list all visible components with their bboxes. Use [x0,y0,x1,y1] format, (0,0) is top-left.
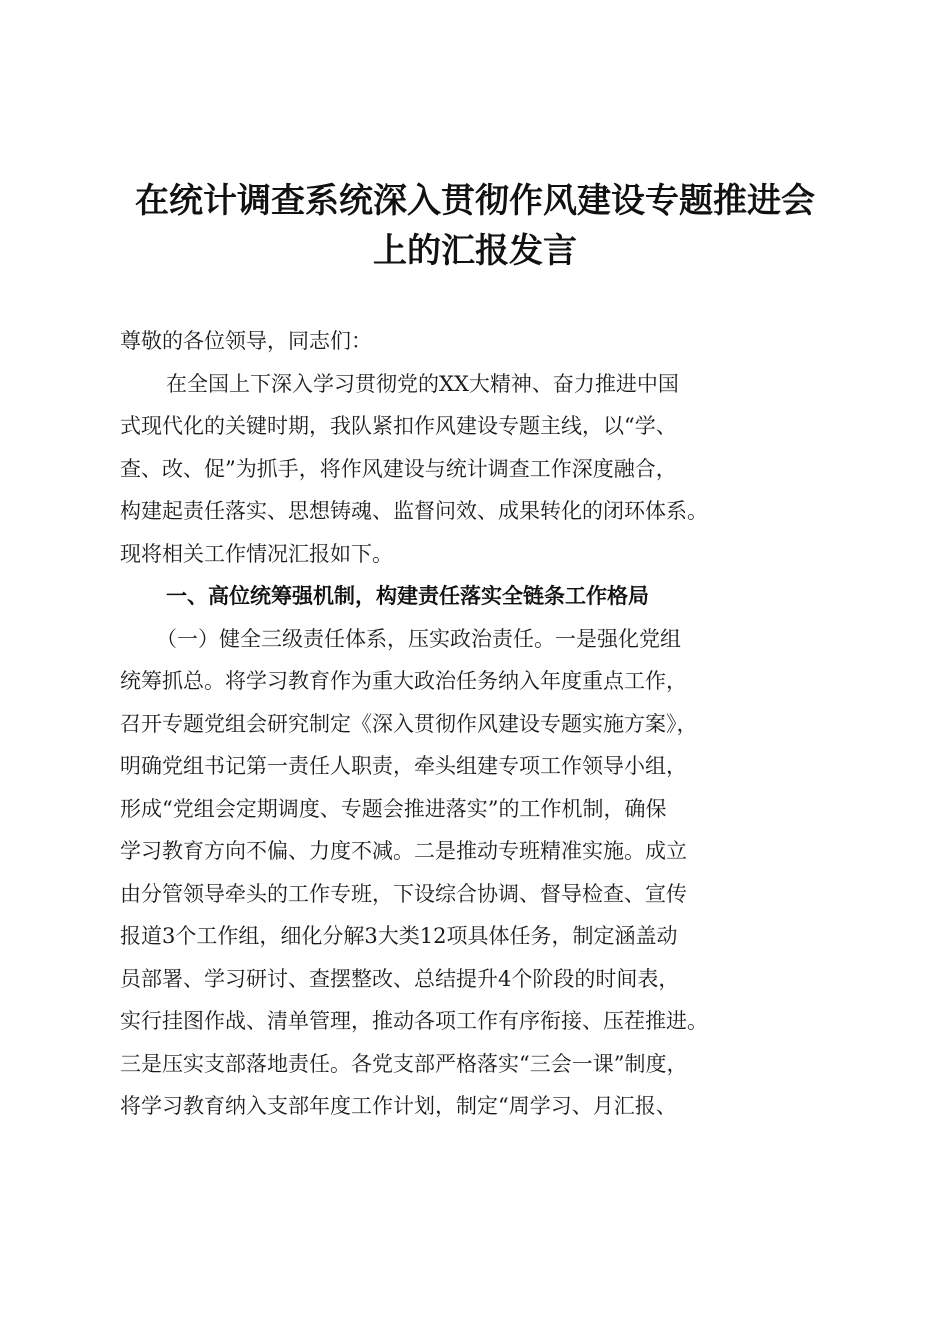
paragraph-line: （一）健全三级责任体系，压实政治责任。一是强化党组 [156,626,681,651]
paragraph-line: 实行挂图作战、清单管理，推动各项工作有序衔接、压茬推进。 [120,1009,708,1033]
paragraph-line: 式现代化的关键时期，我队紧扣作风建设专题主线，以“学、 [120,414,677,438]
title-line-2: 上的汇报发言 [373,231,577,271]
paragraph-line: 明确党组书记第一责任人职责，牵头组建专项工作领导小组， [120,754,687,778]
salutation: 尊敬的各位领导，同志们： [120,329,372,353]
paragraph-line: 召开专题党组会研究制定《深入贯彻作风建设专题实施方案》， [120,711,698,736]
paragraph-line: 由分管领导牵头的工作专班，下设综合协调、督导检查、宣传 [120,881,687,906]
paragraph-line: 将学习教育纳入支部年度工作计划，制定“周学习、月汇报、 [120,1094,677,1118]
title-line-1: 在统计调查系统深入贯彻作风建设专题推进会 [135,181,815,221]
section-heading: 一、高位统筹强机制，构建责任落实全链条工作格局 [166,584,649,608]
paragraph-line: 形成“党组会定期调度、专题会推进落实”的工作机制，确保 [120,796,667,821]
paragraph-line: 现将相关工作情况汇报如下。 [120,541,393,566]
document-title [110,176,840,276]
paragraph-line: 统筹抓总。将学习教育作为重大政治任务纳入年度重点工作， [120,669,687,693]
paragraph-line: 学习教育方向不偏、力度不减。二是推动专班精准实施。成立 [120,839,687,863]
paragraph-line: 三是压实支部落地责任。各党支部严格落实“三会一课”制度， [120,1051,688,1076]
paragraph-line: 报道3个工作组，细化分解3大类12项具体任务，制定涵盖动 [120,924,678,948]
paragraph-line: 构建起责任落实、思想铸魂、监督问效、成果转化的闭环体系。 [120,499,708,523]
paragraph-line: 查、改、促”为抓手，将作风建设与统计调查工作深度融合， [120,456,677,481]
paragraph-line: 员部署、学习研讨、查摆整改、总结提升4个阶段的时间表， [120,966,680,991]
document-body [120,320,840,1128]
paragraph-line: 在全国上下深入学习贯彻党的XX大精神、奋力推进中国 [166,371,679,396]
